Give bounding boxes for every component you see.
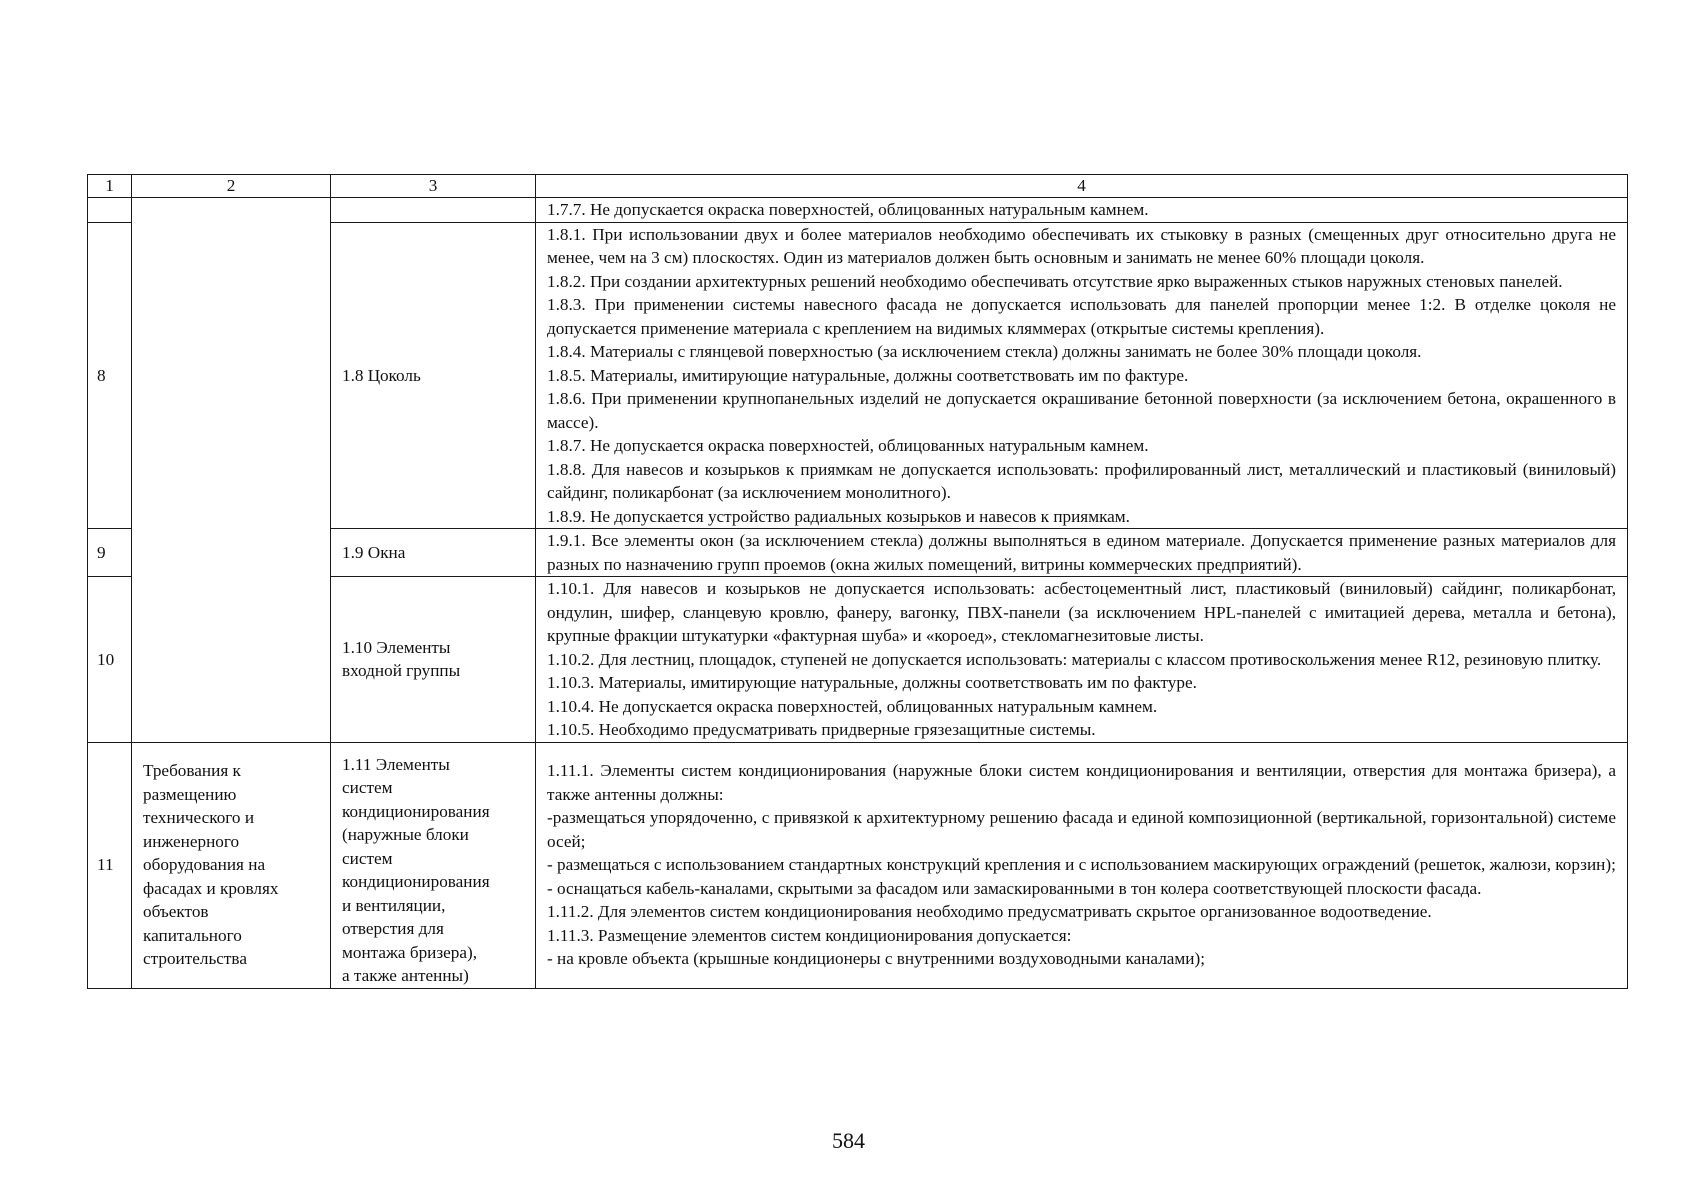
row-number-cell: 9 [88, 529, 132, 577]
row-number-cell: 8 [88, 222, 132, 529]
element-cell: 1.8 Цоколь [331, 222, 536, 529]
requirement-paragraph: 1.11.1. Элементы систем кондиционирования (наружные блоки систем кондиционирования и вентиляции, отверстия для монтажа бризера), а также антенны должны: [547, 761, 1616, 804]
requirement-paragraph: 1.10.5. Необходимо предусматривать придверные грязезащитные системы. [547, 720, 1096, 739]
requirement-paragraph: 1.10.4. Не допускается окраска поверхностей, облицованных натуральным камнем. [547, 696, 1158, 716]
requirements-cell [536, 198, 1628, 223]
requirement-paragraph: 1.10.3. Материалы, имитирующие натуральные, должны соответствовать им по фактуре. [547, 673, 1197, 692]
element-line: входной группы [342, 661, 461, 681]
element-line: 1.10 Элементы [342, 637, 451, 657]
requirement-paragraph: 1.8.1. При использовании двух и более материалов необходимо обеспечивать их стыковку в разных (смещенных друг относительно друга не менее, чем на 3 см) плоскостях. Один из материалов должен быть основным и занимать не менее 60% площади цоколя. [547, 224, 1616, 267]
element-line: и вентиляции, [342, 895, 446, 915]
row-number-cell [88, 198, 132, 223]
table-row [88, 742, 1628, 988]
requirements-cell [536, 222, 1628, 529]
element-line: 1.11 Элементы [342, 754, 450, 774]
element-cell [331, 742, 536, 988]
element-line: кондиционирования [342, 872, 490, 891]
requirement-paragraph: 1.8.5. Материалы, имитирующие натуральные, должны соответствовать им по фактуре. [547, 365, 1189, 385]
category-line: размещению [143, 784, 237, 804]
element-line: систем [342, 848, 393, 868]
category-line: инженерного [143, 831, 240, 851]
element-cell [331, 198, 536, 223]
requirement-paragraph: 1.10.2. Для лестниц, площадок, ступеней не допускается использовать: материалы с классом противоскольжения менее R12, резиновую плитку. [547, 649, 1602, 669]
header-cell: 4 [536, 175, 1628, 198]
requirement-paragraph: 1.8.6. При применении крупнопанельных изделий не допускается окрашивание бетонной поверхности (за исключением бетона, окрашенного в массе). [547, 389, 1616, 432]
element-line: (наружные блоки [342, 825, 469, 844]
requirement-paragraph: 1.11.3. Размещение элементов систем кондиционирования допускается: [547, 925, 1072, 945]
requirement-paragraph: 1.8.2. При создании архитектурных решений необходимо обеспечивать отсутствие ярко выраженных стыков наружных стеновых панелей. [547, 271, 1563, 291]
requirement-paragraph: 1.8.4. Материалы с глянцевой поверхностью (за исключением стекла) должны занимать не более 30% площади цоколя. [547, 342, 1422, 361]
requirement-paragraph: 1.8.3. При применении системы навесного фасада не допускается использовать для панелей пропорции менее 1:2. В отделке цоколя не допускается применение материала с креплением на видимых кляммерах (открытые системы крепления). [547, 295, 1616, 338]
page-number: 584 [832, 1128, 865, 1153]
requirement-paragraph: -размещаться упорядоченно, с привязкой к архитектурному решению фасада и единой композиционной (вертикальной, горизонтальной) системе осей; [547, 808, 1616, 851]
category-cell-empty [132, 198, 331, 743]
requirements-cell [536, 529, 1628, 577]
requirement-paragraph: 1.8.9. Не допускается устройство радиальных козырьков и навесов к приямкам. [547, 506, 1130, 526]
requirements-cell [536, 742, 1628, 988]
element-cell [331, 577, 536, 743]
header-cell: 3 [331, 175, 536, 198]
requirement-paragraph: 1.10.1. Для навесов и козырьков не допускается использовать: асбестоцементный лист, пластиковый (виниловый) сайдинг, поликарбонат, ондулин, шифер, сланцевую кровлю, фанеру, вагонку, ПВХ-панели (за исключением HPL-панелей с имитацией дерева, металла и бетона), крупные фракции штукатурки «фактурная шуба» и «короед», стекломагнезитовые листы. [547, 579, 1616, 645]
requirements-cell [536, 577, 1628, 743]
requirement-paragraph: - размещаться с использованием стандартных конструкций крепления и с использованием маскирующих ограждений (решеток, жалюзи, корзин); [547, 855, 1616, 875]
category-line: технического и [143, 808, 255, 828]
requirements-table [87, 174, 1628, 989]
table-row [88, 198, 1628, 223]
requirement-paragraph: 1.8.8. Для навесов и козырьков к приямкам не допускается использовать: профилированный лист, металлический и пластиковый (виниловый) сайдинг, поликарбонат (за исключением монолитного). [547, 459, 1616, 502]
requirement-paragraph: - на кровле объекта (крышные кондиционеры с внутренними воздуховодными каналами); [547, 949, 1205, 969]
header-cell: 2 [132, 175, 331, 198]
category-line: строительства [143, 949, 247, 969]
category-line: капитального [143, 925, 242, 945]
header-cell: 1 [88, 175, 132, 198]
requirement-paragraph: 1.11.2. Для элементов систем кондиционирования необходимо предусматривать скрытое организованное водоотведение. [547, 902, 1432, 922]
category-line: оборудования на [143, 855, 266, 875]
row-number-cell: 11 [88, 742, 132, 988]
element-line: отверстия для [342, 919, 444, 938]
requirement-paragraph: - оснащаться кабель-каналами, скрытыми за фасадом или замаскированными в тон колера соответствующей плоскости фасада. [547, 878, 1482, 898]
row-number-cell: 10 [88, 577, 132, 743]
category-line: Требования к [143, 761, 241, 781]
element-line: систем [342, 778, 393, 797]
requirement-paragraph: 1.8.7. Не допускается окраска поверхностей, облицованных натуральным камнем. [547, 436, 1149, 455]
element-cell: 1.9 Окна [331, 529, 536, 577]
element-line: кондиционирования [342, 801, 490, 821]
element-line: а также антенны) [342, 966, 469, 985]
header-row [88, 175, 1628, 198]
requirement-paragraph: 1.9.1. Все элементы окон (за исключением стекла) должны выполняться в едином материале. Допускается применение разных материалов для разных по назначению групп проемов (окна жилых помещений, витрины коммерческих предприятий). [547, 531, 1616, 574]
category-cell [132, 742, 331, 988]
element-line: монтажа бризера), [342, 942, 478, 962]
requirement-paragraph: 1.7.7. Не допускается окраска поверхностей, облицованных натуральным камнем. [547, 200, 1149, 219]
category-line: объектов [143, 902, 209, 922]
category-line: фасадах и кровлях [143, 878, 279, 898]
